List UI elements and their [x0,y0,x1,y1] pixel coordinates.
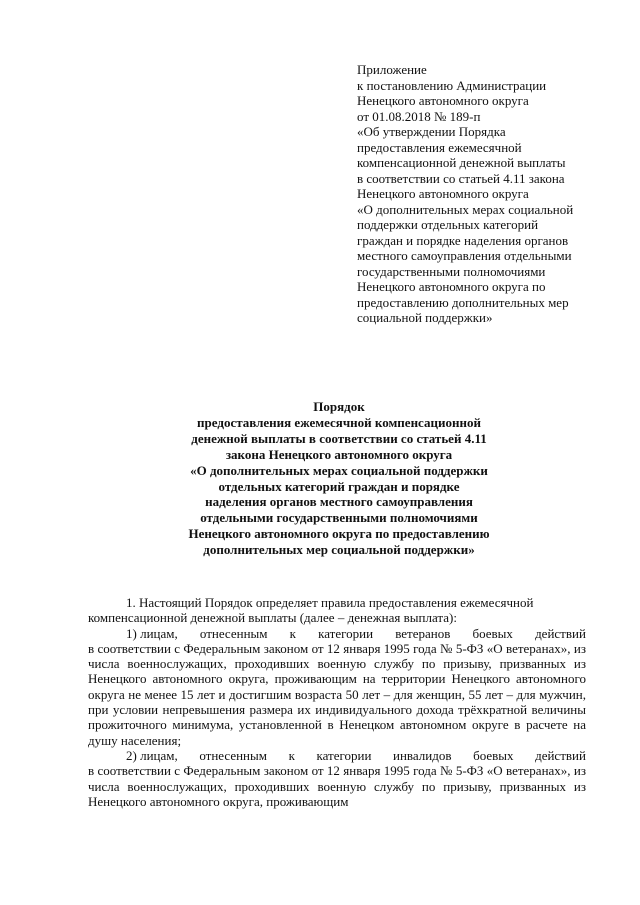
document-title [84,399,594,558]
title-line: денежной выплаты в соответствии со статьей 4.11 [191,430,487,446]
annex-line: «Об утверждении Порядка [357,124,506,139]
title-line: дополнительных мер социальной поддержки» [203,542,475,558]
word: отнесенным [199,747,267,763]
title-line: отдельных категорий граждан и порядке [218,478,460,494]
list-item-2 [88,748,586,809]
list-item-2-head [88,748,586,763]
list-item-2-text: в соответствии с Федеральным законом от 12 января 1995 года № 5-ФЗ «О ветеранах», из числа военнослужащих, проходивших военную службу по призыву, призванных из Ненецкого автономного округа, проживающим [88,763,586,809]
annex-line: граждан и порядке наделения органов [357,232,569,248]
title-line: отдельными государственными полномочиями [200,510,478,526]
word: ветеранов [395,625,451,641]
word: действий [535,625,586,641]
annex-line: предоставлению дополнительных мер [357,294,569,310]
annex-line: социальной поддержки» [357,310,493,325]
annex-line: Ненецкого автономного округа по [357,279,546,294]
word: категории [316,747,372,763]
list-item-1-head [88,626,586,641]
title-line: наделения органов местного самоуправления [205,494,473,510]
list-item-1 [88,626,586,748]
word: отнесенным [199,625,268,641]
annex-line: поддержки отдельных категорий [357,217,539,232]
word: боевых [472,625,513,641]
title-line: предоставления ежемесячной компенсационной [197,414,481,430]
annex-line: Ненецкого автономного округа [357,186,529,201]
annex-line: от 01.08.2018 № 189-п [357,108,481,124]
document-body [88,595,586,809]
annex-line: «О дополнительных мерах социальной [357,201,574,217]
word: к [288,747,295,763]
paragraph-1-first-line: 1. Настоящий Порядок определяет правила предоставления ежемесячной [126,595,534,610]
word: 1) лицам, [126,625,178,641]
annex-line: компенсационной денежной выплаты [357,155,566,170]
word: инвалидов [393,747,452,763]
annex-line: в соответствии со статьей 4.11 закона [357,170,565,186]
word: категории [318,625,374,641]
annex-line: государственными полномочиями [357,263,546,279]
annex-line: Ненецкого автономного округа [357,93,529,108]
annex-line: к постановлению Администрации [357,77,547,93]
title-line: «О дополнительных мерах социальной поддержки [190,462,488,478]
word: 2) лицам, [126,747,178,763]
title-line: Порядок [313,399,365,414]
title-line: закона Ненецкого автономного округа [225,446,453,462]
title-line: Ненецкого автономного округа по предоставлению [188,526,490,542]
annex-line: предоставления ежемесячной [357,139,522,155]
paragraph-1 [88,595,586,626]
annex-header [357,62,629,326]
paragraph-1-second-line: компенсационной денежной выплаты (далее – денежная выплата): [88,610,457,626]
annex-line: местного самоуправления отдельными [357,248,572,263]
word: боевых [473,747,514,763]
word: действий [535,747,586,763]
annex-line: Приложение [357,62,427,77]
list-item-1-text: в соответствии с Федеральным законом от 12 января 1995 года № 5-ФЗ «О ветеранах», из числа военнослужащих, проходивших военную службу по призыву, призванных из Ненецкого автономного округа, проживающим на территории Ненецкого автономного округа не менее 15 лет и достигшим возраста 50 лет – для женщин, 55 лет – для мужчин, при условии непревышения размера их индивидуального дохода трёхкратной величины прожиточного минимума, установленной в Ненецком автономном округе в расчете на душу населения; [88,640,586,748]
word: к [289,625,296,641]
